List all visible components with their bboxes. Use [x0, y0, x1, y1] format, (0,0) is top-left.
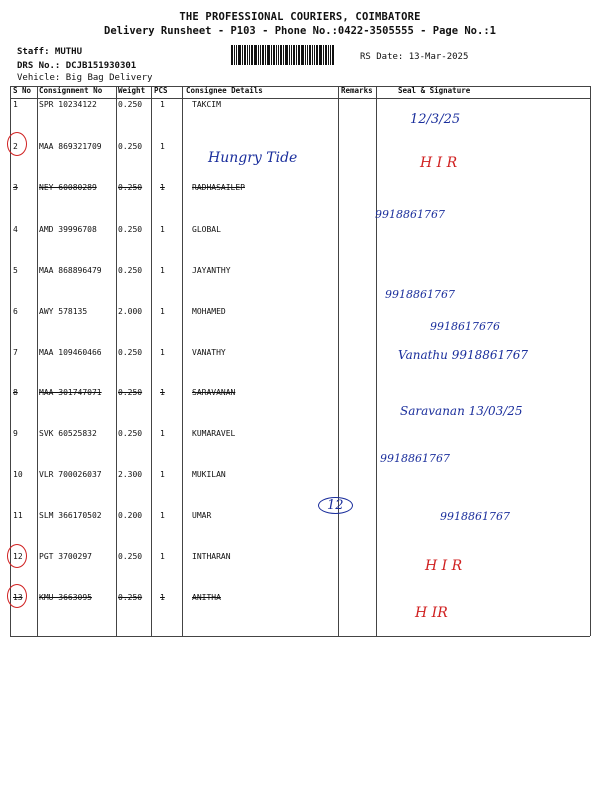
signature-row-1: 12/3/25	[410, 112, 461, 127]
signature-row-8: Saravanan 13/03/25	[400, 404, 523, 418]
row-5-pcs: 1	[160, 266, 165, 275]
row-11-pcs: 1	[160, 511, 165, 520]
row-7-weight: 0.250	[118, 348, 143, 357]
row-2-handwritten-note: Hungry Tide	[208, 150, 298, 166]
runsheet-heading: Delivery Runsheet - P103 - Phone No.:0422-3505555 - Page No.:1	[104, 25, 496, 37]
row-3-consignment: NEY 60080289	[39, 183, 97, 192]
signature-row-3: 9918861767	[375, 208, 445, 221]
row-2-pcs: 1	[160, 142, 165, 151]
drs-number: DRS No.: DCJB151930301	[17, 61, 137, 71]
rs-date: RS Date: 13-Mar-2025	[360, 52, 469, 62]
row-10-consignee: MUKILAN	[192, 470, 226, 479]
row-4-consignee: GLOBAL	[192, 225, 221, 234]
row-6-pcs: 1	[160, 307, 165, 316]
row-5-consignment: MAA 868896479	[39, 266, 102, 275]
row-10-sno: 10	[13, 470, 23, 479]
row-5-weight: 0.250	[118, 266, 143, 275]
signature-row-5: 9918861767	[385, 288, 455, 301]
col-header-sno: S No	[13, 86, 32, 95]
row-11-remark: 12	[318, 497, 353, 514]
row-6-weight: 2.000	[118, 307, 143, 316]
row-9-pcs: 1	[160, 429, 165, 438]
row-11-weight: 0.200	[118, 511, 143, 520]
row-12-pcs: 1	[160, 552, 165, 561]
row-11-consignee: UMAR	[192, 511, 212, 520]
row-8-consignment: MAA 301747071	[39, 388, 102, 397]
signature-row-6: 9918617676	[430, 320, 500, 333]
row-12-weight: 0.250	[118, 552, 143, 561]
row-3-consignee: RADHASAILEP	[192, 183, 245, 192]
row-6-consignment: AWY 578135	[39, 307, 88, 316]
row-13-pcs: 1	[160, 593, 165, 602]
row-3-weight: 0.250	[118, 183, 143, 192]
barcode	[231, 45, 351, 65]
row-12-consignment: PGT 3700297	[39, 552, 92, 561]
col-header-consignee: Consignee Details	[186, 86, 263, 95]
row-13-circle-mark	[7, 584, 27, 608]
vehicle-label: Vehicle: Big Bag Delivery	[17, 73, 153, 83]
col-header-pcs: PCS	[154, 86, 168, 95]
row-12-circle-mark	[7, 544, 27, 568]
row-4-weight: 0.250	[118, 225, 143, 234]
row-4-pcs: 1	[160, 225, 165, 234]
row-12-sno: 12	[13, 552, 23, 561]
row-7-consignee: VANATHY	[192, 348, 226, 357]
row-2-circle-mark	[7, 132, 27, 156]
row-6-consignee: MOHAMED	[192, 307, 226, 316]
row-2-remark: H I R	[420, 155, 458, 171]
row-4-sno: 4	[13, 225, 18, 234]
row-10-weight: 2.300	[118, 470, 143, 479]
row-9-weight: 0.250	[118, 429, 143, 438]
row-8-pcs: 1	[160, 388, 165, 397]
signature-row-9: 9918861767	[380, 452, 450, 465]
row-1-consignment: SPR 10234122	[39, 100, 97, 109]
row-3-sno: 3	[13, 183, 18, 192]
row-5-consignee: JAYANTHY	[192, 266, 231, 275]
row-2-sno: 2	[13, 142, 18, 151]
row-13-consignee: ANITHA	[192, 593, 221, 602]
row-7-sno: 7	[13, 348, 18, 357]
company-title: THE PROFESSIONAL COURIERS, COIMBATORE	[179, 11, 421, 23]
row-3-pcs: 1	[160, 183, 165, 192]
col-header-signature: Seal & Signature	[398, 86, 471, 95]
row-12-consignee: INTHARAN	[192, 552, 231, 561]
staff-label: Staff: MUTHU	[17, 47, 83, 57]
row-10-consignment: VLR 700026037	[39, 470, 102, 479]
row-1-sno: 1	[13, 100, 18, 109]
row-4-consignment: AMD 39996708	[39, 225, 97, 234]
row-13-consignment: KMU 3663095	[39, 593, 92, 602]
row-1-weight: 0.250	[118, 100, 143, 109]
signature-row-7: Vanathu 9918861767	[398, 348, 529, 362]
row-13-sno: 13	[13, 593, 23, 602]
row-7-pcs: 1	[160, 348, 165, 357]
row-6-sno: 6	[13, 307, 18, 316]
row-2-weight: 0.250	[118, 142, 143, 151]
row-5-sno: 5	[13, 266, 18, 275]
row-11-sno: 11	[13, 511, 23, 520]
row-12-remark: H I R	[425, 558, 463, 574]
row-9-consignee: KUMARAVEL	[192, 429, 236, 438]
row-1-pcs: 1	[160, 100, 165, 109]
row-9-sno: 9	[13, 429, 18, 438]
row-8-consignee: SARAVANAN	[192, 388, 236, 397]
col-header-consignment: Consignment No	[39, 86, 103, 95]
col-header-remarks: Remarks	[341, 86, 373, 95]
row-9-consignment: SVK 60525832	[39, 429, 97, 438]
row-8-sno: 8	[13, 388, 18, 397]
row-11-consignment: SLM 366170502	[39, 511, 102, 520]
col-header-weight: Weight	[118, 86, 146, 95]
row-2-consignment: MAA 869321709	[39, 142, 102, 151]
row-7-consignment: MAA 109460466	[39, 348, 102, 357]
row-13-remark: H IR	[415, 605, 448, 621]
row-1-consignee: TAKCIM	[192, 100, 221, 109]
row-10-pcs: 1	[160, 470, 165, 479]
row-8-weight: 0.250	[118, 388, 143, 397]
signature-row-11: 9918861767	[440, 510, 510, 523]
row-13-weight: 0.250	[118, 593, 143, 602]
